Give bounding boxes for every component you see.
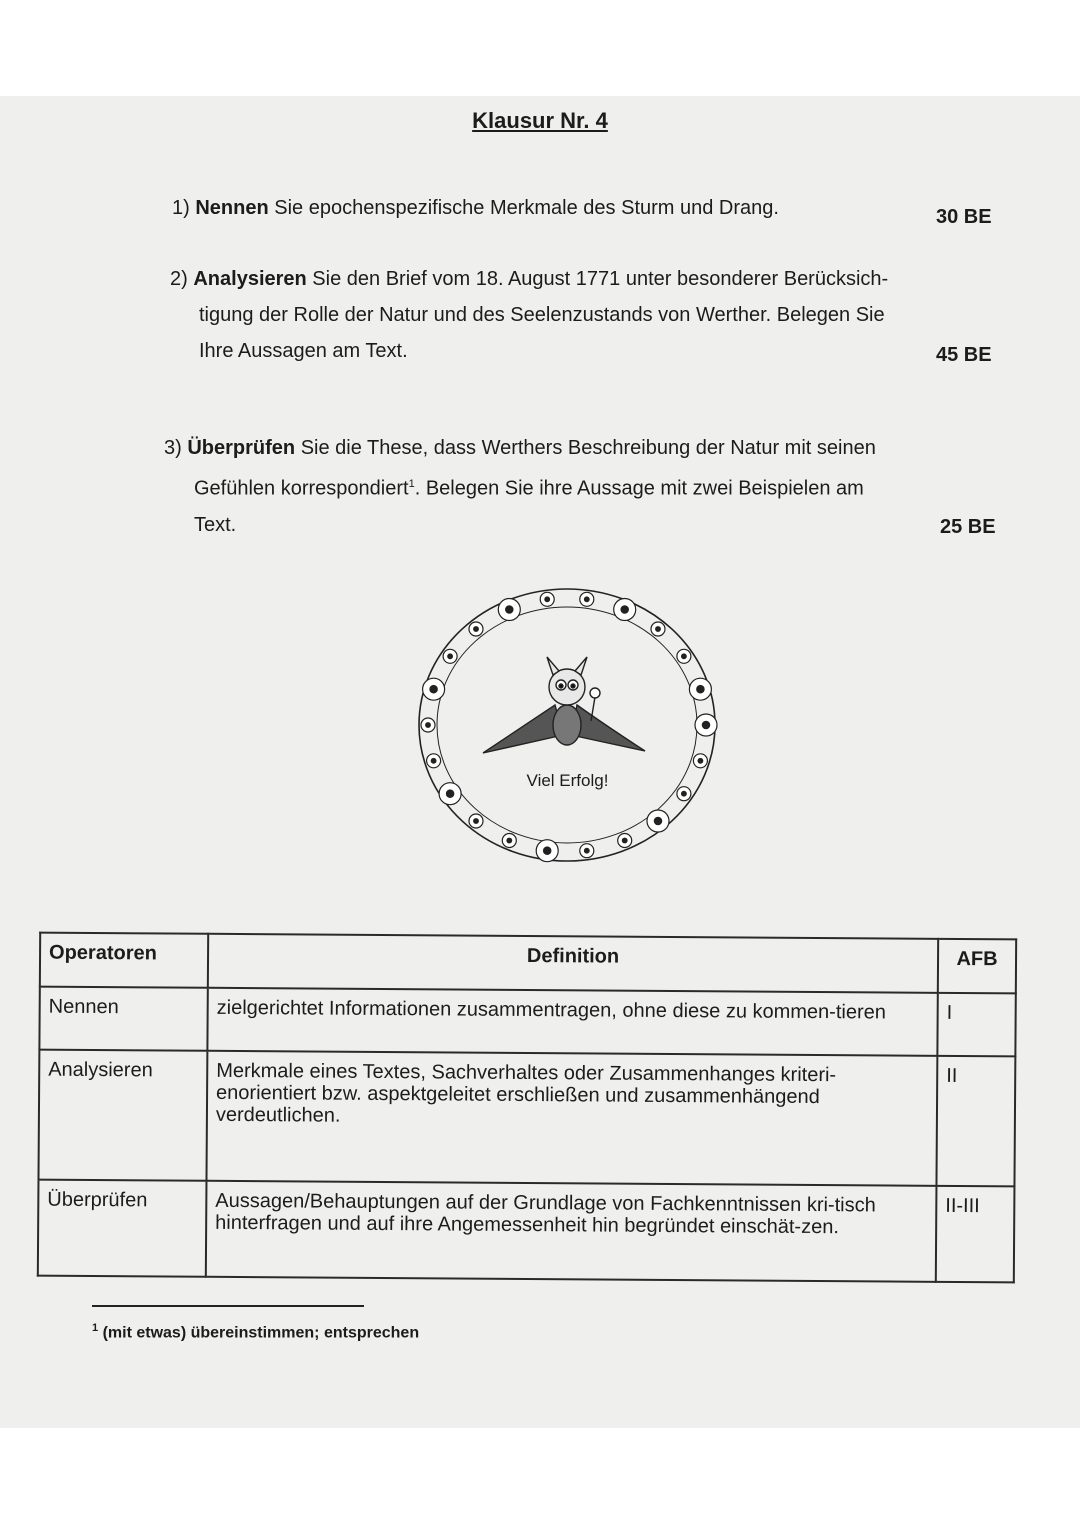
task-text-line: Text. bbox=[194, 513, 237, 536]
flower-center-icon bbox=[506, 606, 513, 613]
task-text-line: Gefühlen korrespondiert bbox=[194, 477, 409, 500]
task-operator: Nennen bbox=[195, 197, 269, 219]
flower-center-icon bbox=[545, 597, 550, 602]
task-2-points: 45 BE bbox=[936, 344, 992, 366]
task-operator: Analysieren bbox=[193, 268, 307, 290]
page-title: Klausur Nr. 4 bbox=[472, 108, 608, 133]
task-text: Sie epochenspezifische Merkmale des Sturm und Drang. bbox=[268, 197, 779, 219]
flower-center-icon bbox=[584, 597, 589, 602]
flower-center-icon bbox=[702, 721, 709, 728]
task-text-line: Ihre Aussagen am Text. bbox=[199, 340, 408, 362]
flower-center-icon bbox=[431, 758, 436, 763]
table-row bbox=[38, 1180, 1015, 1283]
footnote-text: (mit etwas) übereinstimmen; entsprechen bbox=[98, 1324, 420, 1342]
footnote-reference: 1 bbox=[408, 478, 415, 490]
afb-cell: II-III bbox=[936, 1186, 1015, 1282]
task-2 bbox=[170, 261, 960, 369]
flower-center-icon bbox=[584, 848, 589, 853]
flower-center-icon bbox=[621, 606, 628, 613]
flower-center-icon bbox=[430, 686, 437, 693]
operator-cell: Analysieren bbox=[38, 1050, 207, 1181]
definition-cell: zielgerichtet Informationen zusammentragen, ohne diese zu kommen-tieren bbox=[207, 988, 937, 1056]
task-3 bbox=[164, 430, 964, 543]
task-number: 3) bbox=[164, 437, 182, 459]
task-operator: Überprüfen bbox=[187, 437, 296, 459]
table-header-row bbox=[40, 933, 1016, 994]
task-text-line: Sie die These, dass Werthers Beschreibung der Natur mit seinen bbox=[295, 437, 876, 459]
flower-center-icon bbox=[682, 791, 687, 796]
table-row bbox=[38, 1050, 1015, 1187]
flower-center-icon bbox=[698, 758, 703, 763]
task-number: 1) bbox=[172, 197, 190, 219]
task-1 bbox=[172, 190, 779, 226]
flower-center-icon bbox=[426, 723, 431, 728]
task-text-line: tigung der Rolle der Natur und des Seelenzustands von Werther. Belegen Sie bbox=[199, 304, 885, 326]
definition-cell: Merkmale eines Textes, Sachverhaltes oder Zusammenhanges kriteri-enorientiert bzw. aspektgeleitet erschließen und zusammenhängend verdeutlichen. bbox=[206, 1051, 937, 1186]
flower-wreath-illustration bbox=[405, 575, 730, 885]
task-3-points: 25 BE bbox=[940, 516, 996, 538]
wreath-icon bbox=[405, 575, 730, 885]
flower-center-icon bbox=[544, 847, 551, 854]
task-text-line: Sie den Brief vom 18. August 1771 unter besonderer Berücksich- bbox=[306, 268, 889, 290]
flower-center-icon bbox=[656, 627, 661, 632]
footnote bbox=[92, 1322, 419, 1342]
flower-center-icon bbox=[654, 817, 661, 824]
footnote-mark: 1 bbox=[92, 1322, 99, 1334]
header-definition: Definition bbox=[208, 934, 938, 993]
flower-center-icon bbox=[697, 686, 704, 693]
task-1-points: 30 BE bbox=[936, 206, 992, 228]
operators-table bbox=[37, 932, 1017, 1284]
task-text-line: . Belegen Sie ihre Aussage mit zwei Beispielen am bbox=[414, 477, 864, 500]
flower-center-icon bbox=[622, 838, 627, 843]
header-afb: AFB bbox=[938, 939, 1016, 994]
definition-cell: Aussagen/Behauptungen auf der Grundlage von Fachkenntnissen kri-tisch hinterfragen und auf ihre Angemessenheit hin begründet einschät-zen. bbox=[206, 1181, 937, 1282]
flower-center-icon bbox=[474, 819, 479, 824]
flower-center-icon bbox=[446, 790, 453, 797]
afb-cell: II bbox=[936, 1056, 1015, 1186]
footnote-divider bbox=[92, 1305, 364, 1307]
table-row bbox=[39, 987, 1015, 1057]
flower-center-icon bbox=[682, 654, 687, 659]
flower-center-icon bbox=[474, 627, 479, 632]
task-number: 2) bbox=[170, 268, 188, 290]
flower-center-icon bbox=[448, 654, 453, 659]
flower-center-icon bbox=[507, 838, 512, 843]
afb-cell: I bbox=[937, 993, 1015, 1057]
operator-cell: Überprüfen bbox=[38, 1180, 207, 1277]
header-operatoren: Operatoren bbox=[40, 933, 208, 988]
viel-erfolg-caption: Viel Erfolg! bbox=[526, 771, 609, 790]
operator-cell: Nennen bbox=[39, 987, 207, 1052]
